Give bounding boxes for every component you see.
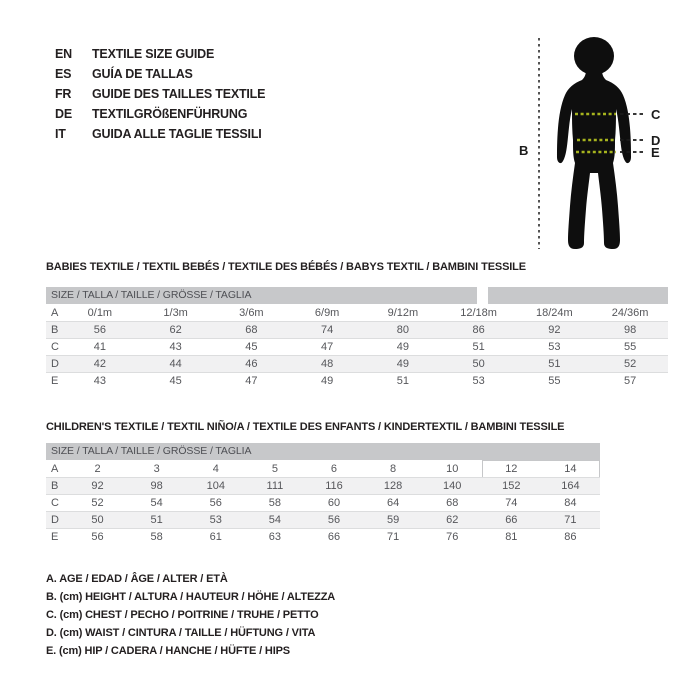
size-cell: 9/12m [387,306,419,319]
size-cell: 42 [93,358,106,370]
size-cell: 66 [327,531,341,543]
size-cell: 18/24m [536,306,573,319]
size-cell: 56 [209,497,222,509]
size-cell: 8 [390,462,397,475]
size-cell: 128 [383,480,403,492]
size-cell: 5 [271,462,278,475]
size-cell: 63 [268,531,281,543]
size-cell: 43 [93,375,106,387]
chest-label: C [651,107,661,122]
legend-line: C. (cm) CHEST / PECHO / POITRINE / TRUHE / PETTO [46,609,319,621]
language-code: FR [55,87,72,101]
table-row [46,528,600,545]
language-row [55,124,265,144]
table-row [46,460,600,477]
language-row [55,104,265,124]
legend-line: D. (cm) WAIST / CINTURA / TAILLE / HÜFTUNG / VITA [46,627,316,639]
language-code: EN [55,47,72,61]
size-cell: 55 [548,375,561,387]
size-cell: 49 [321,375,334,387]
table-row [46,494,600,511]
size-cell: 116 [325,480,343,492]
language-code: ES [55,67,72,81]
size-cell: 49 [396,341,409,353]
row-label: C [51,341,59,353]
table-row [46,304,668,321]
size-cell: 0/1m [87,306,113,319]
size-cell: 52 [624,358,637,370]
language-title: GUIDA ALLE TAGLIE TESSILI [92,127,262,141]
size-cell: 51 [150,514,163,526]
size-cell: 48 [321,358,334,370]
size-cell: 81 [505,531,518,543]
size-cell: 92 [548,324,561,336]
size-cell: 62 [446,514,459,526]
size-cell: 86 [564,531,577,543]
row-label: B [51,480,59,492]
size-cell: 12 [505,462,518,475]
size-cell: 58 [150,531,163,543]
row-label: D [51,514,59,526]
legend-line: E. (cm) HIP / CADERA / HANCHE / HÜFTE / HIPS [46,645,290,657]
size-cell: 64 [386,497,400,509]
row-label: B [51,324,59,336]
size-cell: 43 [169,341,182,353]
child-head-silhouette [574,37,614,75]
size-cell: 51 [396,375,409,387]
language-title: GUIDE DES TAILLES TEXTILE [92,87,266,101]
size-cell: 3/6m [239,306,264,319]
size-cell: 74 [505,497,518,509]
language-title: TEXTILGRÖßENFÜHRUNG [92,107,248,121]
measurement-legend [46,570,335,660]
size-cell: 98 [150,480,163,492]
size-cell: 24/36m [611,306,649,319]
size-cell: 59 [386,514,400,526]
size-cell: 86 [472,324,485,336]
size-cell: 56 [91,531,104,543]
header-bar-gap-artifact [477,287,488,304]
legend-line: A. AGE / EDAD / ÂGE / ALTER / ETÀ [46,573,228,585]
table-header-bar: SIZE / TALLA / TAILLE / GRÖSSE / TAGLIA [46,443,600,460]
table-header-bar: SIZE / TALLA / TAILLE / GRÖSSE / TAGLIA [46,287,668,304]
size-cell: 66 [505,514,518,526]
size-cell: 51 [548,358,561,370]
child-silhouette-figure [500,10,680,260]
size-cell: 53 [209,514,222,526]
row-label: A [51,306,59,319]
size-cell: 152 [502,480,521,492]
size-cell: 45 [245,341,258,353]
children-table-title: CHILDREN'S TEXTILE / TEXTIL NIÑO/A / TEXTILE DES ENFANTS / KINDERTEXTIL / BAMBINI TESSILE [46,421,565,433]
size-cell: 6 [330,462,338,475]
size-cell: 56 [327,514,341,526]
size-cell: 71 [386,531,400,543]
language-code: DE [55,107,72,121]
size-cell: 51 [472,341,485,353]
size-cell: 74 [321,324,334,336]
size-cell: 92 [91,480,104,492]
size-cell: 60 [327,497,341,509]
size-cell: 46 [245,358,258,370]
size-cell: 45 [169,375,182,387]
table-row [46,477,600,494]
size-cell: 52 [91,497,104,509]
children-size-table [46,443,600,545]
height-label: B [519,143,529,158]
size-cell: 14 [564,462,577,475]
language-title: TEXTILE SIZE GUIDE [92,47,215,61]
row-label: A [51,462,59,475]
language-code: IT [55,127,66,141]
size-cell: 53 [472,375,485,387]
hip-label: E [651,145,660,160]
size-cell: 140 [443,480,462,492]
babies-size-table [46,287,668,389]
size-cell: 44 [169,358,182,370]
size-cell: 56 [93,324,106,336]
size-cell: 111 [266,480,284,492]
language-title-list [55,44,265,144]
language-title: GUÍA DE TALLAS [92,67,193,81]
size-cell: 53 [548,341,561,353]
table-row [46,355,668,372]
size-cell: 55 [624,341,637,353]
row-label: E [51,375,59,387]
size-cell: 84 [564,497,577,509]
size-cell: 49 [396,358,409,370]
size-cell: 80 [396,324,409,336]
size-cell: 104 [206,480,225,492]
size-cell: 57 [624,375,637,387]
row-label: E [51,531,59,543]
size-cell: 54 [150,497,163,509]
size-cell: 98 [624,324,637,336]
legend-line: B. (cm) HEIGHT / ALTURA / HAUTEUR / HÖHE / ALTEZZA [46,591,336,603]
size-cell: 1/3m [163,306,188,319]
language-row [55,44,265,64]
size-cell: 58 [268,497,281,509]
row-label: C [51,497,59,509]
row-label: D [51,358,59,370]
size-cell: 71 [564,514,577,526]
size-cell: 50 [91,514,104,526]
size-cell: 54 [268,514,281,526]
language-row [55,64,265,84]
size-cell: 10 [446,462,459,475]
size-cell: 47 [245,375,258,387]
table-row [46,511,600,528]
size-cell: 62 [169,324,182,336]
table-row [46,321,668,338]
child-body-silhouette [557,70,631,249]
size-cell: 61 [209,531,222,543]
size-cell: 12/18m [460,306,497,319]
size-cell: 3 [153,462,160,475]
size-cell: 4 [212,462,219,475]
size-cell: 76 [446,531,459,543]
size-cell: 2 [94,462,101,475]
size-cell: 47 [321,341,334,353]
babies-table-title: BABIES TEXTILE / TEXTIL BEBÉS / TEXTILE DES BÉBÉS / BABYS TEXTIL / BAMBINI TESSILE [46,261,526,273]
size-cell: 50 [472,358,485,370]
size-cell: 41 [93,341,106,353]
size-cell: 164 [561,480,580,492]
language-row [55,84,265,104]
size-cell: 68 [245,324,258,336]
waist-label: D [651,133,661,148]
size-cell: 68 [446,497,459,509]
table-row [46,338,668,355]
table-row [46,372,668,389]
size-cell: 6/9m [314,306,340,319]
